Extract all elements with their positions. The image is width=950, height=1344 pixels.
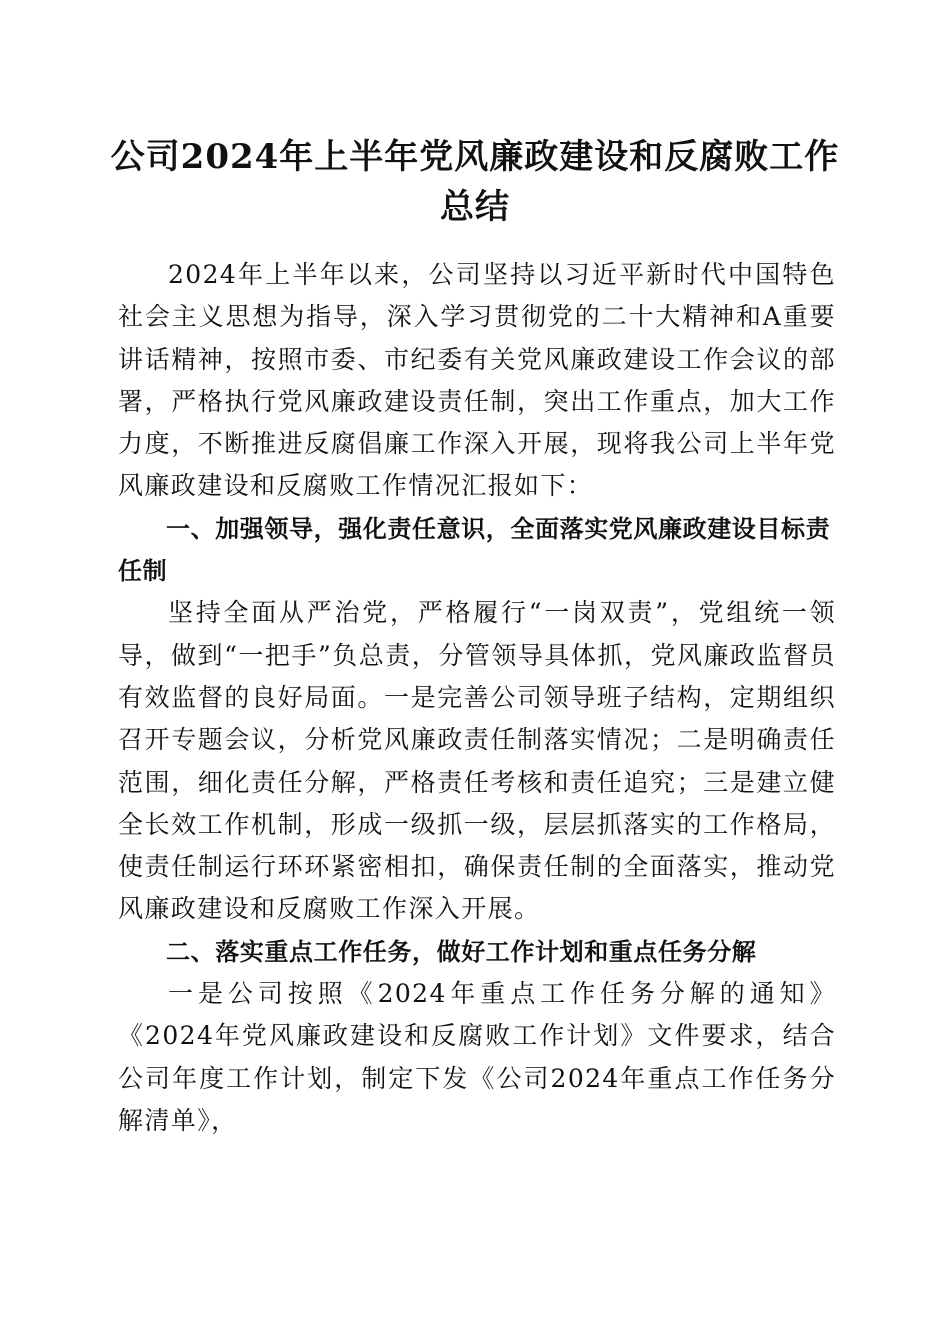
document-title: 公司2024年上半年党风廉政建设和反腐败工作总结 xyxy=(110,137,840,227)
section-1-paragraph: 坚持全面从严治党，严格履行“一岗双责”，党组统一领导，做到“一把手”负总责，分管领导具体抓，党风廉政监督员有效监督的良好局面。一是完善公司领导班子结构，定期组织召开专题会议，分析党风廉政责任制落实情况；二是明确责任范围，细化责任分解，严格责任考核和责任追究；三是建立健全长效工作机制，形成一级抓一级，层层抓落实的工作格局，使责任制运行环环紧密相扣，确保责任制的全面落实，推动党风廉政建设和反腐败工作深入开展。 xyxy=(118,598,836,924)
document-body xyxy=(118,254,836,1142)
section-heading-1: 一、加强领导，强化责任意识，全面落实党风廉政建设目标责任制 xyxy=(118,514,831,586)
intro-paragraph: 2024年上半年以来，公司坚持以习近平新时代中国特色社会主义思想为指导，深入学习贯彻党的二十大精神和A重要讲话精神，按照市委、市纪委有关党风廉政建设工作会议的部署，严格执行党风廉政建设责任制，突出工作重点，加大工作力度，不断推进反腐倡廉工作深入开展，现将我公司上半年党风廉政建设和反腐败工作情况汇报如下： xyxy=(118,260,836,501)
section-2-paragraph: 一是公司按照《2024年重点工作任务分解的通知》《2024年党风廉政建设和反腐败工作计划》文件要求，结合公司年度工作计划，制定下发《公司2024年重点工作任务分解清单》， xyxy=(118,979,836,1135)
section-heading-2: 二、落实重点工作任务，做好工作计划和重点任务分解 xyxy=(166,937,757,966)
